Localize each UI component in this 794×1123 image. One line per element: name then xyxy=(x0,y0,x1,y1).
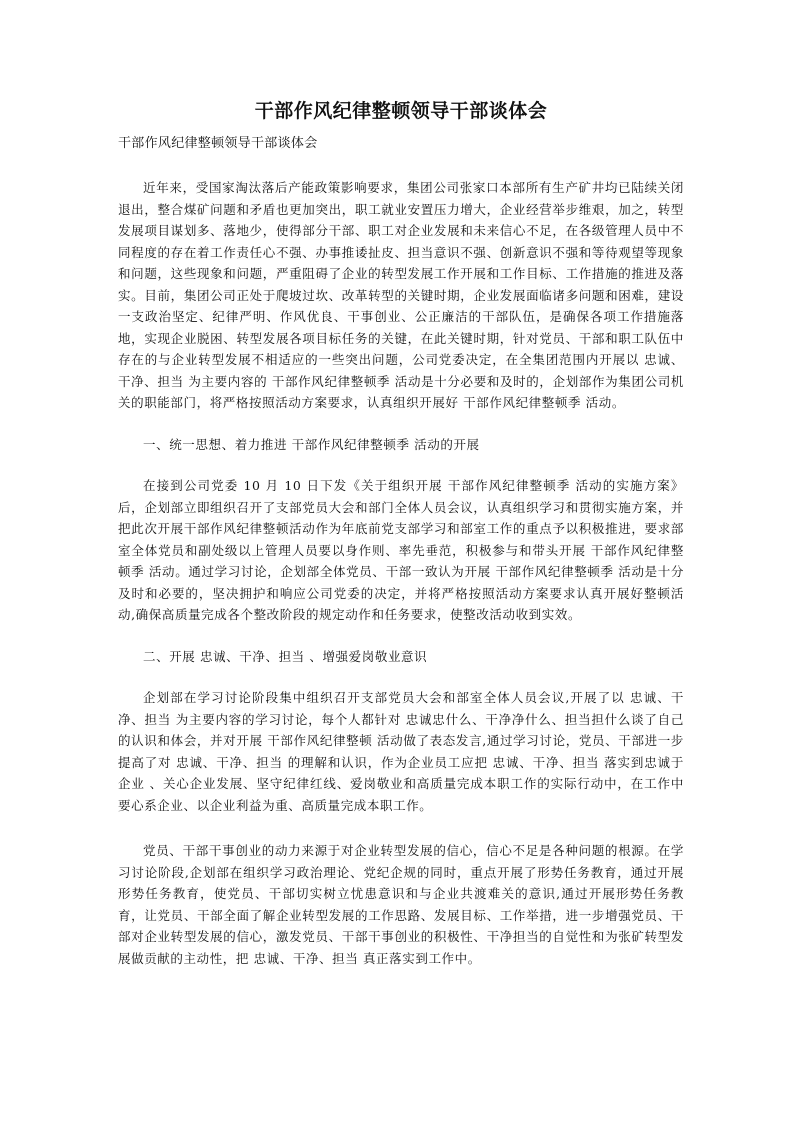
document-page xyxy=(118,98,684,969)
paragraph-section-2b: 党员、干部干事创业的动力来源于对企业转型发展的信心，信心不足是各种问题的根源。在学习讨论阶段,企划部在组织学习政治理论、党纪企规的同时，重点开展了形势任务教育，通过开展形势任务教育，使党员、干部切实树立忧患意识和与企业共渡难关的意识,通过开展形势任务教育，让党员、干部全面了解企业转型发展的工作思路、发展目标、工作举措，进一步增强党员、干部对企业转型发展的信心，激发党员、干部干事创业的积极性、干净担当的自觉性和为张矿转型发展做贡献的主动性，把 忠诚、干净、担当 真正落实到工作中。 xyxy=(118,843,684,966)
section-heading-1: 一、统一思想、着力推进 干部作风纪律整顿季 活动的开展 xyxy=(143,436,480,452)
paragraph-intro: 近年来，受国家淘汰落后产能政策影响要求，集团公司张家口本部所有生产矿井均已陆续关闭退出，整合煤矿问题和矛盾也更加突出，职工就业安置压力增大，企业经营举步维艰，加之，转型发展项目谋划多、落地少，使得部分干部、职工对企业发展和未来信心不足，在各级管理人员中不同程度的存在着工作责任心不强、办事推诿扯皮、担当意识不强、创新意识不强和等待观望等现象和问题，这些现象和问题，严重阻碍了企业的转型发展工作开展和工作目标、工作措施的推进及落实。目前，集团公司正处于爬坡过坎、改革转型的关键时期，企业发展面临诸多问题和困难，建设一支政治坚定、纪律严明、作风优良、干事创业、公正廉洁的干部队伍，是确保各项工作措施落地，实现企业脱困、转型发展各项目标任务的关键，在此关键时期，针对党员、干部和职工队伍中存在的与企业转型发展不相适应的一些突出问题，公司党委决定，在全集团范围内开展以 忠诚、干净、担当 为主要内容的 干部作风纪律整顿季 活动是十分必要和及时的，企划部作为集团公司机关的职能部门，将严格按照活动方案要求，认真组织开展好 干部作风纪律整顿季 活动。 xyxy=(118,180,684,410)
paragraph-section-1: 在接到公司党委 10 月 10 日下发《关于组织开展 干部作风纪律整顿季 活动的实施方案》后，企划部立即组织召开了支部党员大会和部门全体人员会议，认真组织学习和贯彻实施方案，并把此次开展干部作风纪律整顿活动作为年底前党支部学习和部室工作的重点予以积极推进，要求部室全体党员和副处级以上管理人员要以身作则、率先垂范，积极参与和带头开展 干部作风纪律整顿季 活动。通过学习讨论，企划部全体党员、干部一致认为开展 干部作风纪律整顿季 活动是十分及时和必要的，坚决拥护和响应公司党委的决定，并将严格按照活动方案要求认真开展好整顿活动,确保高质量完成各个整改阶段的规定动作和任务要求，使整改活动收到实效。 xyxy=(118,478,684,622)
document-subtitle: 干部作风纪律整顿领导干部谈体会 xyxy=(118,136,318,151)
section-heading-2: 二、开展 忠诚、干净、担当 、增强爱岗敬业意识 xyxy=(143,648,428,664)
document-title: 干部作风纪律整顿领导干部谈体会 xyxy=(254,100,548,122)
paragraph-section-2a: 企划部在学习讨论阶段集中组织召开支部党员大会和部室全体人员会议,开展了以 忠诚、干净、担当 为主要内容的学习讨论，每个人都针对 忠诚忠什么、干净净什么、担当担什么谈了自己的认识和体会，并对开展 干部作风纪律整顿 活动做了表态发言,通过学习讨论，党员、干部进一步提高了对 忠诚、干净、担当 的理解和认识，作为企业员工应把 忠诚、干净、担当 落实到忠诚于企业 、关心企业发展、坚守纪律红线、爱岗敬业和高质量完成本职工作的实际行动中，在工作中要心系企业、以企业利益为重、高质量完成本职工作。 xyxy=(118,690,684,813)
